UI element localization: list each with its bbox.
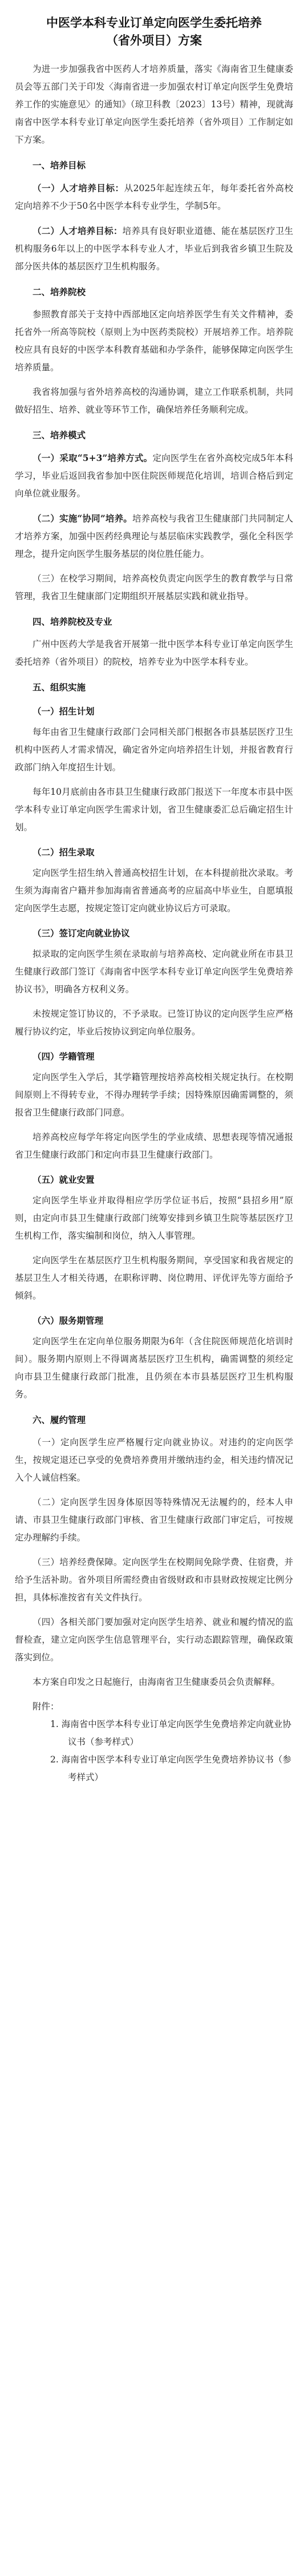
section-4-para-1: 广州中医药大学是我省开展第一批中医学本科专业订单定向医学生委托培养（省外项目）的院校，培养专业为中医学本科专业。 (15, 639, 293, 667)
page-title (15, 14, 293, 49)
section-5-para-8: 定向医学生毕业并取得相应学历学位证书后，按照“县招乡用”原则，由定向市县卫生健康行政部门统筹安排到乡镇卫生院等基层医疗卫生机构工作，落实编制和岗位，纳入人事管理。 (15, 1195, 293, 1241)
section-1-para-2 (15, 222, 293, 276)
section-3-para-1 (15, 449, 293, 503)
section-6-para-2: （二）定向医学生因身体原因等特殊情况无法履约的，经本人申请、市县卫生健康行政部门审核、省卫生健康行政部门审定后，可按规定办理解约手续。 (15, 1497, 293, 1543)
section-2-para-1: 参照教育部关于支持中西部地区定向培养医学生有关文件精神，委托省外一所高等院校（原则上为中医药类院校）开展培养工作。培养院校应具有良好的中医学本科教育基础和办学条件，能够保障定向医学生培养质量。 (15, 309, 293, 373)
section-1-para-1 (15, 179, 293, 215)
section-5-sub-2: （二）招生录取 (33, 847, 95, 858)
section-5-para-7: 培养高校应每学年将定向医学生的学业成绩、思想表现等情况通报省卫生健康行政部门和定向市县卫生健康行政部门。 (15, 1132, 293, 1160)
section-3-para-1-text: 定向医学生在省外高校完成5年本科学习，毕业后返回我省参加中医住院医师规范化培训，培训合格后到定向单位就业服务。 (15, 453, 293, 499)
section-3-heading: 三、培养模式 (33, 430, 86, 440)
section-5-para-4: 拟录取的定向医学生须在录取前与培养高校、定向就业所在市县卫生健康行政部门签订《海南省中医学本科专业订单定向医学生免费培养协议书》，明确各方权利义务。 (15, 949, 293, 994)
section-3-para-1-label: （一）采取“5+3”培养方式。 (33, 452, 153, 463)
section-5-para-3: 定向医学生招生纳入普通高校招生计划，在本科提前批次录取。考生须为海南省户籍并参加海南省普通高考的应届高中毕业生，自愿填报定向医学生志愿，按规定签订定向就业协议后方可录取。 (15, 868, 293, 913)
section-4-heading: 四、培养院校及专业 (33, 617, 112, 627)
section-5-sub-3: （三）签订定向就业协议 (33, 928, 130, 939)
section-3-para-3: （三）在校学习期间，培养高校负责定向医学生的教育教学与日常管理，我省卫生健康部门定期组织开展基层实践和就业指导。 (15, 573, 293, 601)
section-6-para-3: （三）培养经费保障。定向医学生在校期间免除学费、住宿费，并给予生活补助。省外项目所需经费由省级财政和市县财政按规定比例分担，具体标准按省有关文件执行。 (15, 1557, 293, 1603)
attachments-label: 附件： (33, 1701, 59, 1712)
section-3-para-2-text: 培养高校与我省卫生健康部门共同制定人才培养方案，加强中医药经典理论与基层临床实践教学，强化全科医学理念，提升定向医学生服务基层的岗位胜任能力。 (15, 513, 293, 559)
section-1-para-1-text: 从2025年起连续五年，每年委托省外高校定向培养不少于50名中医学本科专业学生，学制5年。 (15, 183, 293, 211)
section-6-para-4: （四）各相关部门要加强对定向医学生培养、就业和履约情况的监督检查，建立定向医学生信息管理平台，实行动态跟踪管理，确保政策落实到位。 (15, 1617, 293, 1663)
section-1-para-1-label: （一）人才培养目标： (33, 183, 124, 193)
section-1-heading: 一、培养目标 (33, 160, 86, 171)
section-2-heading: 二、培养院校 (33, 287, 86, 297)
section-3-para-2 (15, 509, 293, 563)
section-5-para-1: 每年由省卫生健康行政部门会同相关部门根据各市县基层医疗卫生机构中医药人才需求情况，确定省外定向培养招生计划，并报省教育行政部门纳入年度招生计划。 (15, 727, 293, 773)
section-5-sub-1: （一）招生计划 (33, 706, 95, 717)
intro-paragraph: 为进一步加强我省中医药人才培养质量，落实《海南省卫生健康委员会等五部门关于印发〈海南省进一步加强农村订单定向医学生免费培养工作的实施意见〉的通知》（琼卫科教〔2023〕13号）精神，现就海南省中医学本科专业订单定向医学生委托培养（省外项目）工作制定如下方案。 (15, 64, 293, 145)
section-5-para-2: 每年10月底前由各市县卫生健康行政部门报送下一年度本市县中医学本科专业订单定向医学生需求计划，省卫生健康委汇总后确定招生计划。 (15, 787, 293, 832)
attachments (15, 1698, 293, 1786)
section-5-sub-6: （六）服务期管理 (33, 1315, 104, 1326)
section-1-para-2-text: 培养具有良好职业道德、能在基层医疗卫生机构服务6年以上的中医学本科专业人才，毕业后到我省乡镇卫生院及部分医共体的基层医疗卫生机构服务。 (15, 226, 293, 272)
section-1-para-2-label: （二）人才培养目标： (33, 225, 123, 236)
section-2-para-2: 我省将加强与省外培养高校的沟通协调，建立工作联系机制，共同做好招生、培养、就业等环节工作，确保培养任务顺利完成。 (15, 387, 293, 415)
section-5-heading: 五、组织实施 (33, 682, 86, 693)
attachment-item-1[interactable]: 1. 海南省中医学本科专业订单定向医学生免费培养定向就业协议书（参考样式） (50, 1719, 291, 1747)
section-6-para-1: （一）定向医学生应严格履行定向就业协议。对违约的定向医学生，按规定退还已享受的免费培养费用并缴纳违约金，相关违约情况记入个人诚信档案。 (15, 1437, 293, 1483)
section-5-sub-5: （五）就业安置 (33, 1174, 95, 1185)
section-5-para-10: 定向医学生在定向单位服务期限为6年（含住院医师规范化培训时间）。服务期内原则上不得调离基层医疗卫生机构，确需调整的须经定向市县卫生健康行政部门批准，且仍须在本市县基层医疗卫生机构服务。 (15, 1336, 293, 1400)
section-5-para-6: 定向医学生入学后，其学籍管理按培养高校相关规定执行。在校期间原则上不得转专业，不得办理转学手续；因特殊原因确需调整的，须报省卫生健康行政部门同意。 (15, 1072, 293, 1118)
closing-paragraph: 本方案自印发之日起施行，由海南省卫生健康委员会负责解释。 (33, 1677, 281, 1687)
title-line-1: 中医学本科专业订单定向医学生委托培养 (46, 15, 262, 30)
section-5-sub-4: （四）学籍管理 (33, 1051, 95, 1062)
section-5-para-5: 未按规定签订协议的，不予录取。已签订协议的定向医学生应严格履行协议约定，毕业后按协议到定向单位服务。 (15, 1009, 293, 1037)
attachment-item-2[interactable]: 2. 海南省中医学本科专业订单定向医学生免费培养协议书（参考样式） (50, 1754, 291, 1782)
title-line-2: （省外项目）方案 (106, 33, 202, 47)
section-5-para-9: 定向医学生在基层医疗卫生机构服务期间，享受国家和我省规定的基层卫生人才相关待遇，在职称评聘、岗位聘用、评优评先等方面给予倾斜。 (15, 1255, 293, 1301)
section-3-para-2-label: （二）实施“协同”培养。 (33, 513, 132, 524)
section-6-heading: 六、履约管理 (33, 1415, 86, 1425)
